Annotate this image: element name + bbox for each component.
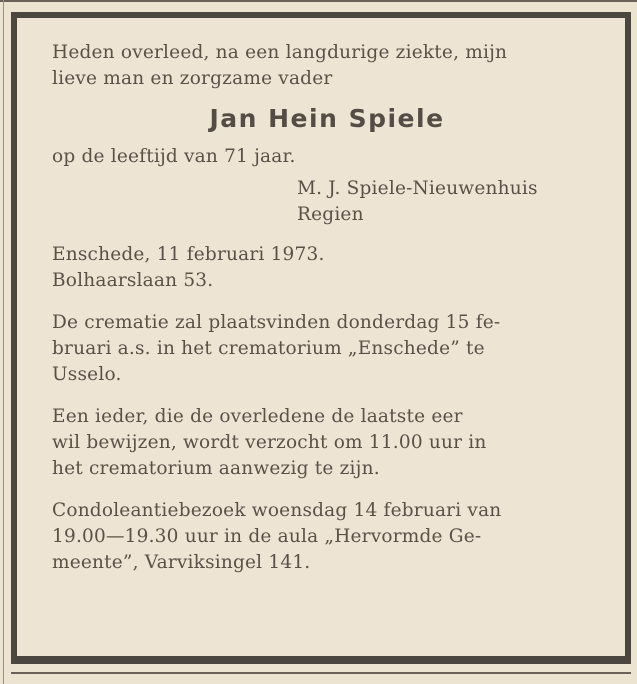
intro-paragraph bbox=[52, 40, 602, 92]
bottom-rule bbox=[11, 672, 631, 674]
place-date: Enschede, 11 februari 1973. bbox=[52, 244, 325, 265]
age-line: op de leeftijd van 71 jaar. bbox=[52, 146, 296, 167]
left-rule bbox=[3, 0, 4, 684]
place-address bbox=[52, 242, 602, 294]
invitation-paragraph bbox=[52, 404, 602, 482]
cremation-line: Usselo. bbox=[52, 364, 122, 385]
signers bbox=[297, 176, 602, 228]
signer: Regien bbox=[297, 204, 364, 225]
deceased-name: Jan Hein Spiele bbox=[209, 104, 445, 133]
cremation-paragraph bbox=[52, 310, 602, 388]
condolence-line: 19.00—19.30 uur in de aula „Hervormde Ge- bbox=[52, 526, 482, 547]
address: Bolhaarslaan 53. bbox=[52, 270, 214, 291]
condolence-paragraph bbox=[52, 498, 602, 576]
invitation-line: het crematorium aanwezig te zijn. bbox=[52, 458, 380, 479]
cremation-line: bruari a.s. in het crematorium „Enschede” te bbox=[52, 338, 485, 359]
top-rule bbox=[0, 0, 637, 2]
invitation-line: Een ieder, die de overledene de laatste eer bbox=[52, 406, 463, 427]
intro-line: Heden overleed, na een langdurige ziekte, mijn bbox=[52, 42, 508, 63]
invitation-line: wil bewijzen, wordt verzocht om 11.00 uur in bbox=[52, 432, 487, 453]
cremation-line: De crematie zal plaatsvinden donderdag 15 fe- bbox=[52, 312, 501, 333]
intro-line: lieve man en zorgzame vader bbox=[52, 68, 333, 89]
obituary-content bbox=[52, 40, 602, 576]
condolence-line: meente”, Varviksingel 141. bbox=[52, 552, 311, 573]
condolence-line: Condoleantiebezoek woensdag 14 februari van bbox=[52, 500, 502, 521]
signer: M. J. Spiele-Nieuwenhuis bbox=[297, 178, 538, 199]
